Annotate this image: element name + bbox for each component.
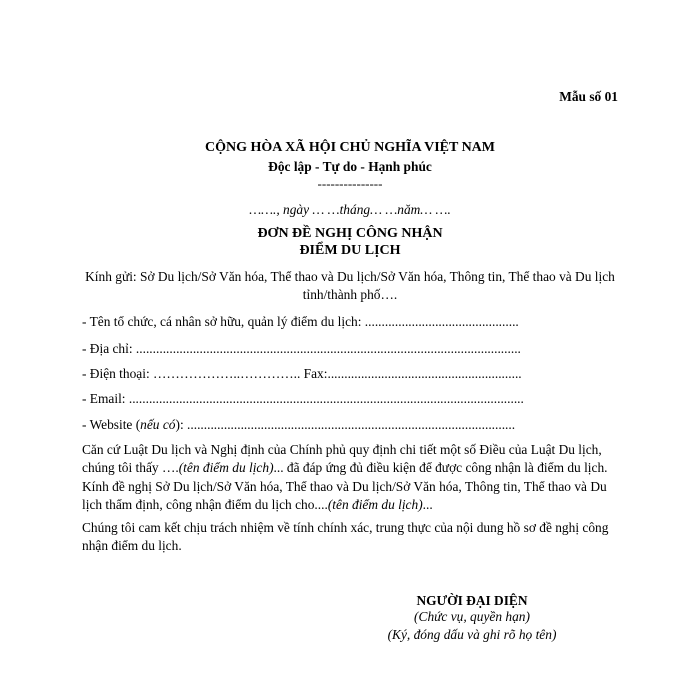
field-email: - Email: ......................................................................................................................	[82, 391, 524, 406]
request-text-part2: ... đã đáp ứng đủ điều kiện để được công nhận là điểm du lịch. Kính đề nghị Sở Du lịch/Sở Văn hóa, Thể thao và Du lịch/Sở Văn hóa, Thông tin, Thể thao và Du lịch thẩm định, công nhận điểm du lịch cho....	[82, 460, 608, 513]
request-paragraph	[82, 441, 622, 515]
field-website-suffix: ): ..................................................................................................	[175, 417, 516, 432]
signature-instruction: (Ký, đóng dấu và ghi rõ họ tên)	[387, 627, 557, 642]
national-title: CỘNG HÒA XÃ HỘI CHỦ NGHĨA VIỆT NAM	[204, 140, 495, 155]
request-text-part1: Căn cứ Luật Du lịch và Nghị định của Chính phủ quy định chi tiết một số Điều của Luật Du lịch, chúng tôi thấy ….	[82, 442, 602, 476]
commitment-paragraph: Chúng tôi cam kết chịu trách nhiệm về tính chính xác, trung thực của nội dung hồ sơ đề nghị công nhận điểm du lịch.	[82, 520, 609, 554]
request-placeholder-1: (tên điểm du lịch)	[178, 460, 274, 476]
header-separator: ---------------	[317, 176, 383, 191]
form-number: Mẫu số 01	[559, 89, 618, 104]
addressee: Kính gửi: Sở Du lịch/Sở Văn hóa, Thể thao và Du lịch/Sở Văn hóa, Thông tin, Thể thao và Du lịch tỉnh/thành phố….	[85, 269, 615, 302]
request-placeholder-2: (tên điểm du lịch)	[327, 497, 423, 513]
signature-role: NGƯỜI ĐẠI DIỆN	[416, 593, 528, 608]
field-website-prefix: - Website (	[82, 417, 141, 432]
field-organization: - Tên tổ chức, cá nhân sở hữu, quản lý điểm du lịch: ..............................................	[82, 314, 519, 329]
document-title-line2: ĐIỂM DU LỊCH	[299, 243, 401, 258]
field-website	[82, 417, 515, 433]
signature-position: (Chức vụ, quyền hạn)	[414, 609, 530, 624]
national-motto: Độc lập - Tự do - Hạnh phúc	[268, 159, 432, 174]
date-line: ……., ngày … …tháng… …năm… ….	[249, 202, 451, 217]
request-text-part3: ...	[422, 497, 433, 513]
field-address: - Địa chỉ: ...................................................................................................................	[82, 341, 521, 356]
field-website-optional: nếu có	[140, 417, 176, 432]
field-phone-fax: - Điện thoại: ………………..………….. Fax:..........................................................	[82, 366, 522, 381]
document-title-line1: ĐƠN ĐỀ NGHỊ CÔNG NHẬN	[257, 226, 443, 241]
